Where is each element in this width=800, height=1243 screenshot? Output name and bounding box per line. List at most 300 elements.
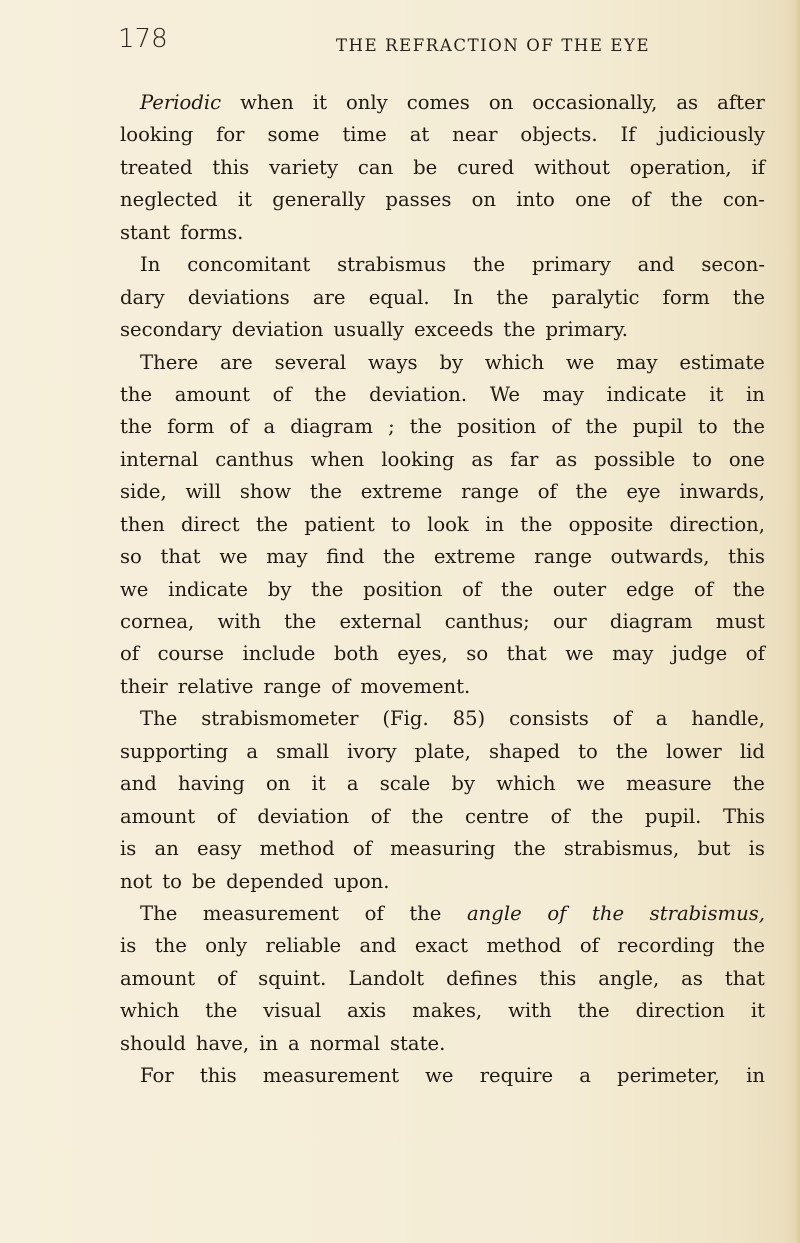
word: as	[471, 447, 494, 471]
word: the	[154, 934, 187, 958]
text-line	[120, 866, 765, 898]
word: operation,	[629, 155, 732, 179]
word: In	[140, 253, 161, 277]
word: the	[255, 512, 289, 536]
word: so	[466, 642, 489, 666]
word: perimeter,	[617, 1064, 720, 1088]
text-line	[120, 476, 765, 508]
word: the	[473, 253, 506, 277]
word: direct	[181, 512, 240, 536]
word: extreme	[433, 545, 516, 569]
text-line	[120, 898, 765, 930]
word: of	[352, 837, 372, 861]
word: centre	[465, 804, 530, 828]
word: diagram	[609, 610, 693, 633]
word: one	[575, 188, 612, 212]
word: the	[615, 739, 648, 763]
word: the	[411, 804, 444, 828]
word: on	[471, 188, 497, 212]
word: visual	[263, 999, 322, 1023]
word: stant	[120, 220, 171, 244]
word: handle,	[691, 707, 765, 731]
word: possible	[594, 447, 676, 471]
word: exceeds	[414, 318, 494, 342]
word: of	[370, 804, 390, 828]
text-line	[120, 509, 765, 541]
word: if	[751, 155, 765, 179]
text-line	[120, 833, 765, 865]
word: squint.	[258, 966, 327, 990]
word: the	[670, 188, 703, 212]
text-line	[120, 541, 765, 573]
word: direction	[635, 999, 725, 1023]
word: of	[537, 480, 557, 504]
word: a	[246, 739, 258, 763]
word: show	[239, 480, 292, 504]
word: shaped	[488, 739, 560, 763]
word: Landolt	[348, 966, 425, 990]
word: the	[591, 901, 625, 925]
word: small	[276, 739, 329, 763]
word: ivory	[347, 739, 397, 763]
text-line	[120, 249, 765, 281]
word: and	[637, 253, 675, 277]
word: far	[510, 447, 539, 471]
word: opposite	[568, 512, 654, 536]
word: secon-	[701, 253, 765, 277]
word: method	[259, 837, 335, 861]
word: by	[451, 772, 476, 796]
word: treated	[120, 155, 193, 179]
word: with	[217, 610, 261, 633]
word: for	[216, 123, 245, 147]
word: this	[539, 966, 577, 990]
word: amount	[120, 966, 196, 990]
word: the	[496, 285, 529, 309]
word: the	[513, 837, 546, 861]
word: upon.	[333, 869, 390, 893]
word: the	[409, 901, 442, 925]
word: the	[575, 480, 608, 504]
word: time	[342, 123, 387, 147]
word: secondary	[120, 318, 222, 342]
word: This	[722, 804, 765, 828]
word: then	[120, 512, 165, 536]
word: looking	[120, 123, 194, 147]
page-header	[118, 24, 758, 74]
word: may	[266, 545, 308, 569]
text-line	[120, 217, 765, 249]
word: several	[274, 350, 347, 374]
word: at	[409, 123, 430, 147]
word: passes	[385, 188, 452, 212]
word: range	[263, 674, 322, 698]
word: it	[750, 999, 765, 1023]
word: pupil.	[644, 804, 702, 828]
word: equal.	[368, 285, 430, 309]
word: internal	[120, 447, 199, 471]
word: in	[746, 382, 765, 406]
word: direction,	[669, 512, 765, 536]
word: it	[709, 382, 724, 406]
word: cured	[457, 155, 515, 179]
word: ways	[368, 350, 418, 374]
word: we	[219, 545, 248, 569]
word: look	[427, 512, 469, 536]
word: the	[732, 577, 765, 601]
word: that	[160, 545, 201, 569]
word: of	[217, 966, 237, 990]
word: be	[413, 155, 438, 179]
page-number: 178	[118, 24, 168, 54]
word: of	[216, 804, 236, 828]
word: angle,	[598, 966, 660, 990]
word: occasionally,	[532, 91, 658, 114]
word: only	[345, 91, 388, 114]
word: of	[547, 901, 567, 925]
word: We	[489, 382, 520, 406]
word: the	[120, 382, 153, 406]
word: this	[212, 155, 250, 179]
word: measurement	[202, 901, 340, 925]
word: into	[516, 188, 555, 212]
word: to	[162, 869, 182, 893]
word: of	[694, 577, 714, 601]
word: and	[120, 772, 157, 796]
word: our	[552, 610, 587, 633]
word: course	[157, 642, 224, 666]
word: For	[140, 1064, 174, 1088]
word: measure	[626, 772, 712, 796]
word: 85)	[452, 707, 486, 731]
word: their	[120, 674, 168, 698]
word: be	[191, 869, 217, 893]
word: usually	[333, 318, 404, 342]
word: on	[265, 772, 291, 796]
word: will	[185, 480, 222, 504]
text-line	[120, 282, 765, 314]
word: in	[485, 512, 504, 536]
word: we	[576, 772, 605, 796]
word: canthus	[215, 447, 294, 471]
word: is	[120, 837, 137, 861]
word: defines	[446, 966, 518, 990]
word: to	[578, 739, 598, 763]
page-edge-shading	[786, 0, 800, 1243]
word: with	[508, 999, 552, 1023]
word: which	[496, 772, 556, 796]
word: looking	[381, 447, 455, 471]
word: amount	[174, 382, 250, 406]
word: a	[263, 415, 276, 439]
word: the	[409, 415, 442, 439]
word: this	[199, 1064, 237, 1088]
word: when	[240, 91, 294, 114]
word: must	[715, 610, 765, 633]
word: The	[140, 707, 178, 731]
text-line	[120, 87, 765, 119]
word: judge	[671, 642, 728, 666]
word: concomitant	[187, 253, 311, 277]
word: the	[585, 415, 618, 439]
word: of	[462, 577, 482, 601]
word: movement.	[360, 674, 471, 698]
word: which	[484, 350, 545, 374]
word: the	[284, 610, 317, 633]
word: side,	[120, 480, 167, 504]
word: dary	[120, 285, 165, 309]
word: may	[612, 642, 654, 666]
text-line	[120, 671, 765, 703]
word: lower	[666, 739, 722, 763]
running-head: THE REFRACTION OF THE EYE	[336, 36, 651, 55]
word: estimate	[679, 350, 765, 374]
text-line	[120, 801, 765, 833]
word: scale	[379, 772, 431, 796]
word: the	[314, 382, 347, 406]
word: judiciously	[658, 123, 765, 147]
word: of	[120, 642, 140, 666]
word: of	[579, 934, 599, 958]
word: eye	[626, 480, 661, 504]
word: the	[311, 577, 344, 601]
text-line	[120, 995, 765, 1027]
word: strabismometer	[201, 707, 359, 731]
word: eyes,	[397, 642, 448, 666]
word: by	[267, 577, 292, 601]
word: of	[331, 674, 351, 698]
word: state.	[390, 1031, 446, 1055]
word: but	[697, 837, 731, 861]
word: one	[728, 447, 765, 471]
word: should	[120, 1031, 186, 1055]
word: the	[503, 318, 536, 342]
word: we	[565, 350, 595, 374]
word: extreme	[360, 480, 443, 504]
word: an	[154, 837, 179, 861]
word: have,	[195, 1031, 250, 1055]
word: measurement	[262, 1064, 399, 1088]
word: of	[631, 188, 651, 212]
word: and	[359, 934, 397, 958]
word: external	[339, 610, 422, 633]
word: the	[120, 415, 153, 439]
word: so	[120, 545, 142, 569]
word: a	[288, 1031, 300, 1055]
word: indicate	[606, 382, 687, 406]
word: axis	[347, 999, 387, 1023]
text-line	[120, 314, 765, 346]
text-line	[120, 606, 765, 638]
word: makes,	[412, 999, 483, 1023]
word: it	[312, 91, 327, 114]
word: If	[620, 123, 636, 147]
word: to	[391, 512, 411, 536]
word: cornea,	[120, 610, 195, 633]
word: the	[732, 772, 765, 796]
word: we	[565, 642, 594, 666]
word: we	[120, 577, 149, 601]
word: strabismus	[337, 253, 447, 277]
word: deviation.	[369, 382, 468, 406]
word: generally	[272, 188, 366, 212]
word: recording	[617, 934, 715, 958]
word: of	[550, 804, 570, 828]
word: both	[333, 642, 379, 666]
text-line	[120, 1060, 765, 1092]
word: on	[488, 91, 514, 114]
text-line	[120, 119, 765, 151]
word: may	[616, 350, 658, 374]
body-text	[120, 87, 765, 1093]
word: after	[717, 91, 765, 114]
word: measuring	[390, 837, 496, 861]
text-line	[120, 963, 765, 995]
word: variety	[269, 155, 339, 179]
text-line	[120, 736, 765, 768]
word: depended	[226, 869, 324, 893]
word: when	[310, 447, 365, 471]
word: method	[486, 934, 562, 958]
word: exact	[414, 934, 468, 958]
word: of	[364, 901, 384, 925]
word: the	[383, 545, 416, 569]
word: deviation	[231, 318, 324, 342]
word: deviation	[257, 804, 350, 828]
text-line	[120, 411, 765, 443]
word: There	[140, 350, 199, 374]
word: form	[167, 415, 215, 439]
word: the	[577, 999, 610, 1023]
word: a	[346, 772, 359, 796]
word: the	[520, 512, 553, 536]
word: we	[425, 1064, 454, 1088]
word: ;	[388, 415, 395, 439]
word: comes	[406, 91, 470, 114]
text-line	[120, 152, 765, 184]
word: amount	[120, 804, 196, 828]
text-line	[120, 768, 765, 800]
word: of	[612, 707, 632, 731]
word: of	[272, 382, 292, 406]
word: position	[363, 577, 443, 601]
word: in	[746, 1064, 765, 1088]
word: without	[534, 155, 610, 179]
text-line	[120, 347, 765, 379]
word: primary.	[545, 318, 629, 342]
word: as	[681, 966, 703, 990]
word: is	[120, 934, 137, 958]
word: is	[748, 837, 765, 861]
word: lid	[739, 739, 765, 763]
word: edge	[625, 577, 675, 601]
word: indicate	[168, 577, 248, 601]
word: having	[178, 772, 245, 796]
text-line	[120, 703, 765, 735]
text-line	[120, 444, 765, 476]
word: Periodic	[140, 91, 222, 114]
word: some	[267, 123, 320, 147]
word: pupil	[632, 415, 683, 439]
word: primary	[531, 253, 611, 277]
word: to	[692, 447, 712, 471]
word: as	[555, 447, 578, 471]
word: easy	[197, 837, 242, 861]
word: the	[591, 804, 624, 828]
word: by	[439, 350, 464, 374]
word: outwards,	[610, 545, 710, 569]
word: canthus;	[444, 610, 530, 633]
word: can	[357, 155, 394, 179]
word: angle	[467, 901, 522, 925]
text-line	[120, 638, 765, 670]
text-line	[120, 379, 765, 411]
word: include	[242, 642, 316, 666]
word: of	[745, 642, 765, 666]
word: of	[551, 415, 571, 439]
word: normal	[309, 1031, 380, 1055]
word: it	[237, 188, 252, 212]
word: to	[698, 415, 718, 439]
word: paralytic	[551, 285, 640, 309]
word: The	[140, 901, 178, 925]
word: forms.	[180, 220, 244, 244]
word: that	[506, 642, 547, 666]
word: the	[309, 480, 342, 504]
text-line	[120, 574, 765, 606]
word: the	[732, 934, 765, 958]
word: reliable	[265, 934, 342, 958]
word: con-	[722, 188, 765, 212]
word: strabismus,	[563, 837, 680, 861]
word: a	[579, 1064, 591, 1088]
word: it	[311, 772, 326, 796]
word: of	[229, 415, 249, 439]
word: a	[655, 707, 668, 731]
word: outer	[552, 577, 607, 601]
word: neglected	[120, 188, 218, 212]
word: consists	[509, 707, 589, 731]
word: as	[676, 91, 699, 114]
text-line	[120, 930, 765, 962]
word: form	[662, 285, 710, 309]
word: patient	[304, 512, 375, 536]
word: relative	[177, 674, 254, 698]
word: are	[220, 350, 253, 374]
word: deviations	[187, 285, 290, 309]
word: the	[500, 577, 534, 601]
text-line	[120, 184, 765, 216]
word: that	[724, 966, 765, 990]
word: objects.	[520, 123, 598, 147]
word: may	[542, 382, 584, 406]
word: supporting	[120, 739, 229, 763]
word: (Fig.	[382, 707, 429, 731]
word: inwards,	[679, 480, 765, 504]
word: which	[120, 999, 180, 1023]
word: near	[452, 123, 498, 147]
word: strabismus,	[649, 901, 765, 925]
word: the	[732, 285, 765, 309]
word: require	[479, 1064, 554, 1088]
word: find	[326, 545, 365, 569]
word: not	[120, 869, 153, 893]
word: position	[456, 415, 537, 439]
word: the	[732, 415, 765, 439]
word: range	[534, 545, 592, 569]
word: in	[259, 1031, 278, 1055]
word: the	[205, 999, 238, 1023]
